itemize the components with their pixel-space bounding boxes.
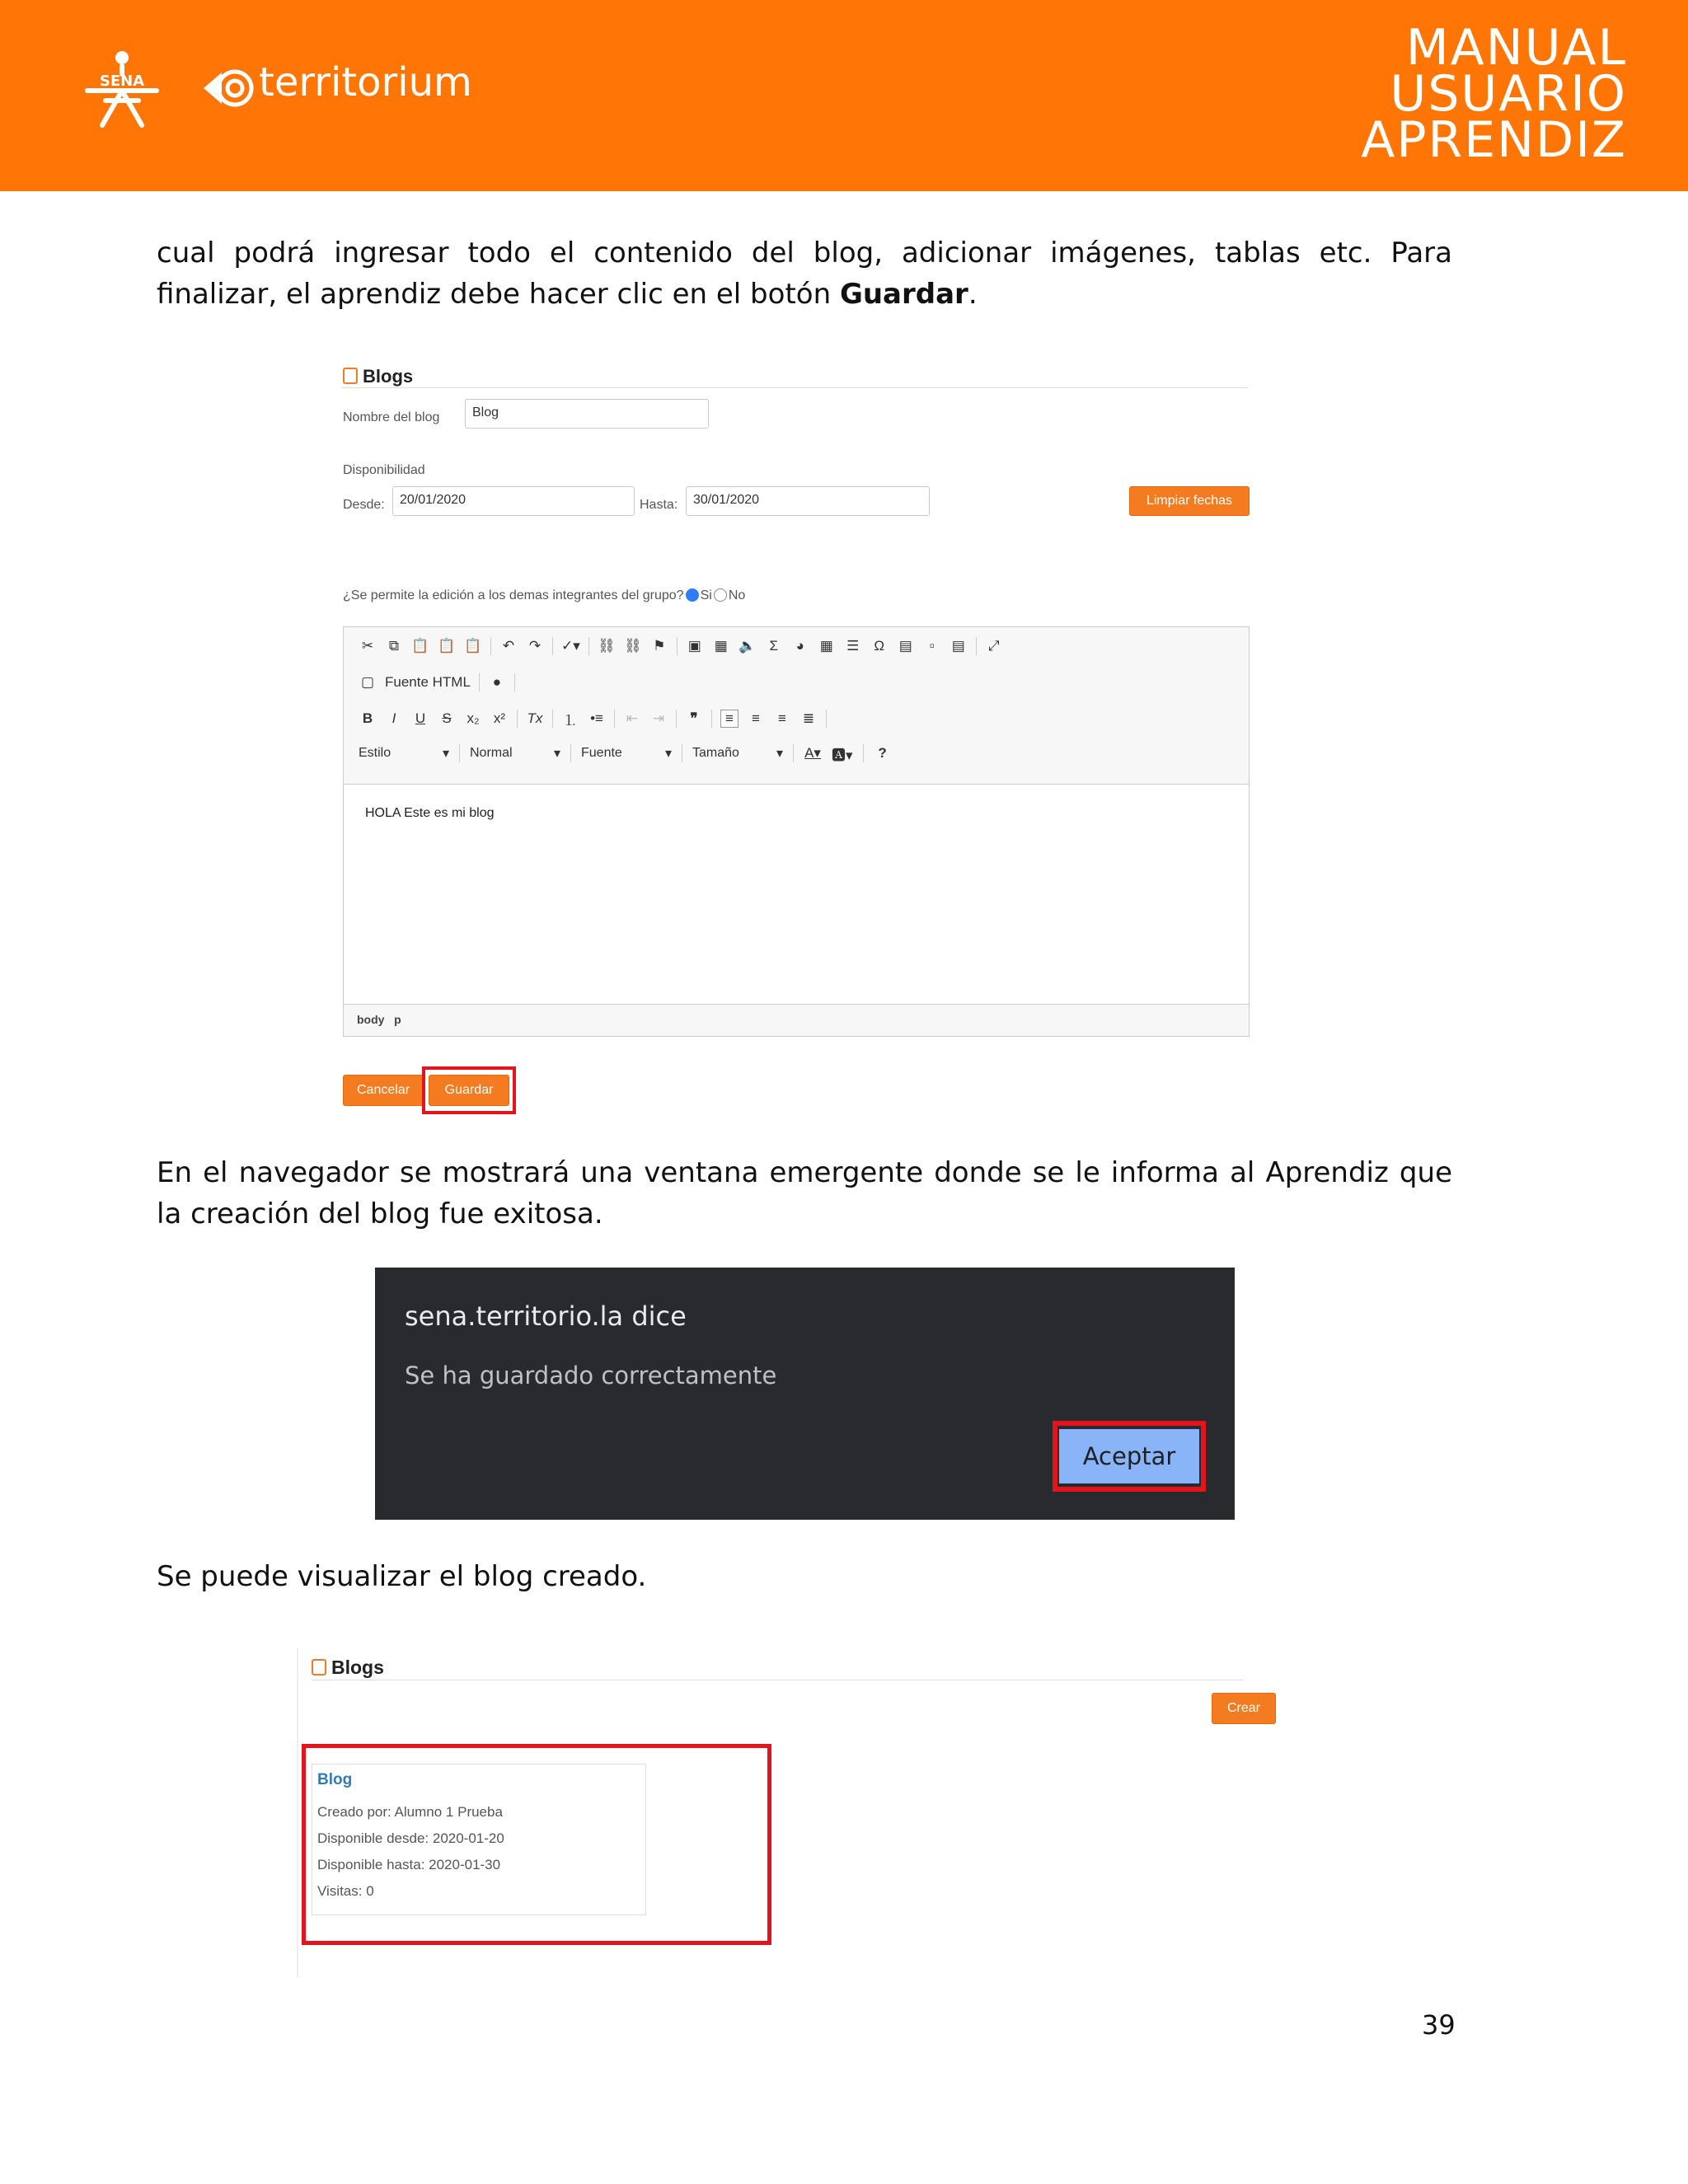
toolbar-separator (517, 710, 518, 728)
blockquote-icon[interactable]: ❞ (690, 710, 698, 726)
toolbar-separator (479, 673, 480, 691)
document-blue-icon[interactable]: ▤ (951, 638, 965, 654)
style-combo-label: Estilo (359, 746, 392, 760)
paste-word-icon[interactable]: 📋 (464, 638, 482, 654)
territorium-brand: territorium (259, 59, 472, 105)
size-combo-label: Tamaño (692, 746, 739, 760)
blog-card-creator: Creado por: Alumno 1 Prueba (317, 1804, 503, 1820)
blog-name-label: Nombre del blog (343, 410, 440, 424)
edit-permission-question (343, 588, 745, 603)
toolbar-separator (552, 710, 553, 728)
paragraph-end: . (968, 278, 978, 311)
toolbar-separator (711, 710, 712, 728)
page-number: 39 (1422, 2009, 1456, 2041)
editor-toolbar-row-2 (359, 670, 515, 695)
blogs-heading (343, 366, 413, 387)
toolbar-separator (514, 673, 515, 691)
blog-card-available-to: Disponible hasta: 2020-01-30 (317, 1857, 501, 1872)
anchor-flag-icon[interactable]: ⚑ (653, 638, 666, 654)
format-combo-label: Normal (470, 746, 513, 760)
editor-toolbar-row-1 (359, 634, 1003, 658)
paste-icon[interactable]: 📋 (411, 638, 429, 654)
blog-form-screenshot (336, 363, 1251, 1121)
browser-alert-dialog (375, 1268, 1235, 1520)
special-char-icon[interactable]: Ω (874, 638, 885, 654)
remove-format-icon[interactable]: Tx (527, 710, 543, 726)
flash-icon[interactable]: ◕ (795, 638, 804, 654)
manual-title-line: USUARIO (1390, 65, 1627, 123)
blog-card-visits: Visitas: 0 (317, 1883, 374, 1899)
source-html-button[interactable]: Fuente HTML (385, 674, 471, 690)
align-right-icon[interactable]: ≡ (778, 710, 786, 726)
indent-icon[interactable]: ⇥ (652, 710, 665, 726)
superscript-icon[interactable]: x² (493, 710, 506, 726)
to-label: Hasta: (640, 498, 678, 512)
editor-content-text: HOLA Este es mi blog (365, 806, 495, 820)
radio-no-label: No (728, 588, 746, 602)
radio-no[interactable] (714, 588, 727, 602)
toolbar-separator (677, 637, 678, 655)
toolbar-separator (490, 637, 491, 655)
math-sigma-icon[interactable]: Σ (769, 638, 779, 654)
subscript-icon[interactable]: x₂ (467, 710, 480, 726)
link-icon[interactable]: ⛓ (597, 638, 616, 654)
blogs-heading-text: Blogs (331, 1657, 384, 1678)
toolbar-separator (552, 637, 553, 655)
help-icon[interactable]: ? (878, 745, 887, 761)
bulleted-list-icon[interactable]: •≡ (590, 710, 603, 726)
table-icon[interactable]: ▦ (819, 638, 833, 654)
outdent-icon[interactable]: ⇤ (626, 710, 639, 726)
toolbar-separator (614, 710, 615, 728)
accept-highlight-box (1053, 1421, 1206, 1492)
to-date-input[interactable]: 30/01/2020 (686, 486, 930, 516)
paragraph-bold: Guardar (839, 278, 968, 311)
radio-yes-label: Si (700, 588, 712, 602)
editor-toolbar-row-3 (359, 706, 827, 731)
italic-icon[interactable]: I (392, 710, 396, 726)
numbered-list-icon[interactable]: ⒈ (563, 712, 578, 729)
editor-toolbar-row-4 (359, 741, 892, 766)
document-icon[interactable]: ▤ (898, 638, 912, 654)
justify-icon[interactable]: ≣ (802, 710, 815, 726)
font-combo[interactable] (581, 745, 672, 762)
chevron-down-icon: ▾ (664, 747, 672, 761)
align-left-icon[interactable]: ≡ (720, 710, 738, 728)
format-combo[interactable] (470, 745, 560, 762)
cut-icon[interactable]: ✂ (361, 638, 374, 654)
underline-icon[interactable]: U (415, 710, 426, 726)
toolbar-separator (570, 744, 571, 762)
copy-icon[interactable]: ⧉ (388, 638, 400, 654)
paragraph-intro (157, 232, 1452, 315)
spellcheck-icon[interactable]: ✓▾ (561, 638, 580, 654)
editor-element-path (357, 1013, 401, 1026)
create-button[interactable]: Crear (1212, 1693, 1276, 1724)
toolbar-separator (863, 744, 864, 762)
accept-button[interactable]: Aceptar (1059, 1429, 1199, 1483)
rich-text-editor (343, 626, 1250, 1037)
save-highlight-box (422, 1066, 516, 1114)
blog-card-available-from: Disponible desde: 2020-01-20 (317, 1830, 504, 1846)
paragraph-view: Se puede visualizar el blog creado. (157, 1560, 647, 1593)
from-label: Desde: (343, 498, 385, 512)
blogs-heading-text: Blogs (363, 366, 414, 387)
source-html-icon[interactable]: ▢ (360, 674, 375, 690)
paragraph-popup: En el navegador se mostrará una ventana emergente donde se le informa al Aprendiz que la creación del blog fue exitosa. (157, 1156, 1452, 1230)
dialog-title: sena.territorio.la dice (405, 1301, 687, 1332)
edit-icon (343, 368, 358, 384)
text-color-icon[interactable]: A▾ (804, 745, 821, 761)
chevron-down-icon: ▾ (553, 747, 560, 761)
bold-icon[interactable]: B (362, 710, 373, 726)
availability-label: Disponibilidad (343, 463, 425, 477)
toolbar-separator (826, 710, 827, 728)
style-combo[interactable] (359, 745, 449, 762)
manual-title-line: MANUAL (1405, 19, 1627, 77)
background-color-icon[interactable]: 🅰▾ (832, 747, 853, 763)
page-header (0, 0, 1688, 191)
paragraph-text: cual podrá ingresar todo el contenido del blog, adicionar imágenes, tablas etc. Para finalizar, el aprendiz debe hacer clic en el botón (157, 237, 1452, 311)
video-icon[interactable]: ▦ (714, 638, 728, 654)
from-date-input[interactable]: 20/01/2020 (392, 486, 635, 516)
blog-card-title[interactable]: Blog (317, 1771, 353, 1788)
chevron-down-icon: ▾ (442, 747, 449, 761)
clear-dates-button[interactable]: Limpiar fechas (1129, 486, 1250, 516)
path-p[interactable]: p (394, 1013, 401, 1026)
paste-text-icon[interactable]: 📋 (438, 638, 456, 654)
blog-card-highlight-box (302, 1744, 771, 1945)
horizontal-rule-icon[interactable]: ☰ (846, 638, 860, 654)
territorium-icon (200, 68, 256, 109)
unlink-icon[interactable]: ⛓ (623, 638, 642, 654)
radio-yes[interactable] (686, 588, 699, 602)
manual-title-line: APRENDIZ (1361, 111, 1627, 169)
image-icon[interactable]: ▣ (687, 638, 701, 654)
blog-name-input[interactable]: Blog (465, 399, 709, 429)
strikethrough-icon[interactable]: S (442, 710, 452, 726)
save-button[interactable]: Guardar (429, 1075, 509, 1106)
undo-icon[interactable]: ↶ (502, 638, 515, 654)
edit-permission-text: ¿Se permite la edición a los demas integrantes del grupo? (343, 588, 684, 602)
manual-title (1361, 19, 1627, 169)
toolbar-separator (976, 637, 977, 655)
blogs-heading (312, 1657, 384, 1679)
sena-logo (81, 49, 163, 129)
toolbar-separator (676, 710, 677, 728)
maximize-icon[interactable]: ⤢ (987, 638, 1000, 654)
sena-logo-text: SENA (99, 73, 145, 90)
font-combo-label: Fuente (581, 746, 622, 760)
chevron-down-icon: ▾ (776, 747, 783, 761)
toolbar-separator (793, 744, 794, 762)
accessibility-icon[interactable]: ● (492, 674, 502, 690)
divider (297, 1648, 298, 1978)
align-center-icon[interactable]: ≡ (752, 710, 760, 726)
audio-icon[interactable]: 🔈 (738, 638, 757, 654)
toolbar-separator (459, 744, 460, 762)
size-combo[interactable] (692, 745, 783, 762)
editor-content-area[interactable] (344, 784, 1249, 1005)
template-icon[interactable]: ▫ (929, 638, 935, 654)
redo-icon[interactable]: ↷ (528, 638, 542, 654)
path-body[interactable]: body (357, 1013, 385, 1026)
edit-icon (312, 1659, 326, 1675)
cancel-button[interactable]: Cancelar (343, 1075, 424, 1106)
dialog-message: Se ha guardado correctamente (405, 1361, 777, 1390)
blog-list-screenshot (297, 1648, 1286, 1978)
toolbar-separator (588, 637, 589, 655)
divider (341, 387, 1248, 388)
